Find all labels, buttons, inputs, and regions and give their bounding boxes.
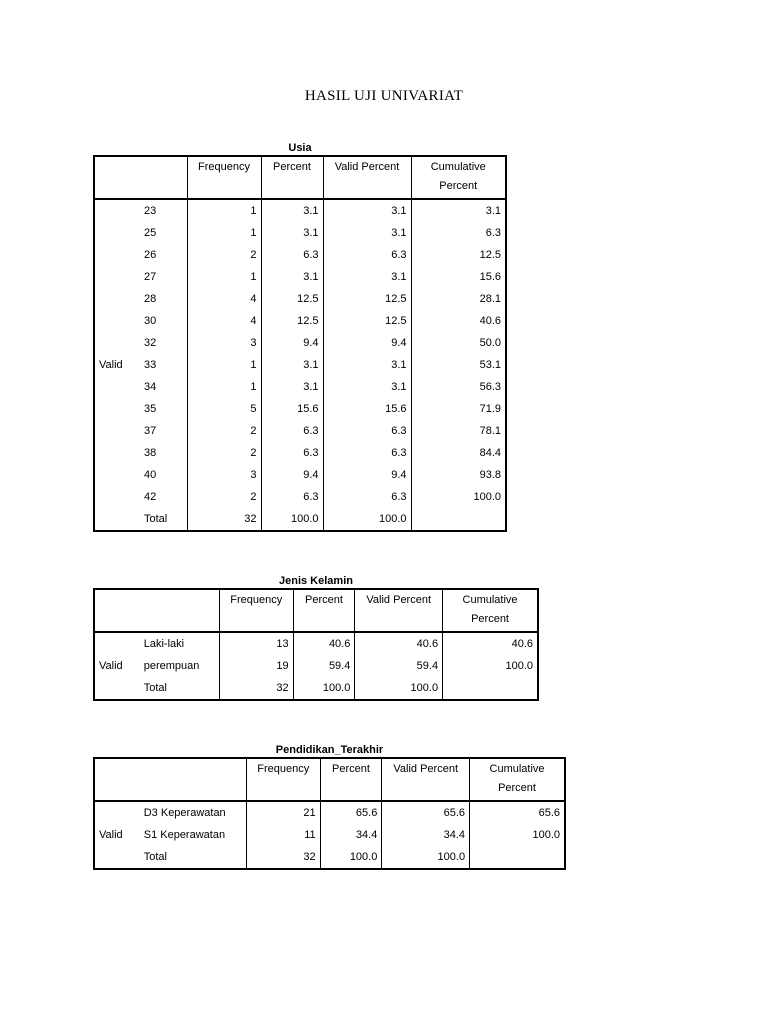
frequency-cell: 21 (246, 801, 320, 824)
valid-percent-cell: 3.1 (323, 222, 411, 244)
frequency-cell: 5 (187, 398, 261, 420)
frequency-cell: 1 (187, 376, 261, 398)
row-label: 23 (144, 205, 157, 217)
header-blank (94, 156, 187, 199)
valid-percent-cell: 3.1 (323, 376, 411, 398)
header-cumulative-percent: Cumulative Percent (411, 156, 506, 199)
row-label: perempuan (143, 660, 200, 672)
table-row (94, 420, 506, 442)
cumulative-percent-cell: 28.1 (411, 288, 506, 310)
valid-percent-cell: 100.0 (382, 846, 470, 869)
percent-cell: 12.5 (261, 288, 323, 310)
valid-percent-cell: 9.4 (323, 464, 411, 486)
valid-percent-cell: 40.6 (355, 632, 443, 655)
frequency-table (93, 588, 539, 701)
header-row (94, 589, 538, 632)
frequency-cell: 1 (187, 222, 261, 244)
header-row (94, 156, 506, 199)
table-row (94, 288, 506, 310)
percent-cell: 100.0 (320, 846, 382, 869)
row-group-label: Valid (99, 359, 123, 371)
header-valid-percent: Valid Percent (323, 156, 411, 199)
cumulative-percent-cell: 53.1 (411, 354, 506, 376)
valid-percent-cell: 100.0 (355, 677, 443, 700)
header-valid-percent: Valid Percent (355, 589, 443, 632)
frequency-cell: 2 (187, 486, 261, 508)
table-row (94, 244, 506, 266)
table-row (94, 354, 506, 376)
table-row (94, 801, 565, 824)
percent-cell: 100.0 (293, 677, 355, 700)
row-label: 37 (144, 425, 157, 437)
cumulative-percent-cell: 40.6 (443, 632, 538, 655)
header-frequency: Frequency (187, 156, 261, 199)
row-label: 42 (144, 491, 157, 503)
cumulative-percent-cell: 78.1 (411, 420, 506, 442)
header-valid-percent: Valid Percent (382, 758, 470, 801)
row-label: 28 (144, 293, 157, 305)
percent-cell: 15.6 (261, 398, 323, 420)
frequency-cell: 3 (187, 464, 261, 486)
percent-cell: 34.4 (320, 824, 382, 846)
frequency-cell: 2 (187, 420, 261, 442)
cumulative-percent-cell: 15.6 (411, 266, 506, 288)
frequency-cell: 3 (187, 332, 261, 354)
header-percent: Percent (261, 156, 323, 199)
row-label: S1 Keperawatan (143, 829, 226, 841)
row-group-label: Valid (99, 660, 123, 672)
header-frequency: Frequency (246, 758, 320, 801)
table-row (94, 824, 565, 846)
valid-percent-cell: 6.3 (323, 420, 411, 442)
frequency-cell: 1 (187, 199, 261, 222)
row-label: Laki-laki (143, 638, 185, 650)
frequency-cell: 4 (187, 310, 261, 332)
cumulative-percent-cell: 84.4 (411, 442, 506, 464)
table-row (94, 508, 506, 531)
percent-cell: 3.1 (261, 222, 323, 244)
percent-cell: 3.1 (261, 199, 323, 222)
header-frequency: Frequency (219, 589, 293, 632)
valid-percent-cell: 100.0 (323, 508, 411, 531)
row-label: 26 (144, 249, 157, 261)
row-label: Total (143, 851, 167, 863)
valid-percent-cell: 6.3 (323, 244, 411, 266)
cumulative-percent-cell: 65.6 (470, 801, 565, 824)
valid-percent-cell: 34.4 (382, 824, 470, 846)
valid-percent-cell: 65.6 (382, 801, 470, 824)
valid-percent-cell: 12.5 (323, 310, 411, 332)
header-percent: Percent (293, 589, 355, 632)
cumulative-percent-cell (443, 677, 538, 700)
cumulative-percent-cell: 93.8 (411, 464, 506, 486)
frequency-cell: 13 (219, 632, 293, 655)
table-row (94, 442, 506, 464)
header-blank (94, 758, 246, 801)
frequency-cell: 32 (187, 508, 261, 531)
table-row (94, 846, 565, 869)
row-label: 25 (144, 227, 157, 239)
table-row (94, 222, 506, 244)
cumulative-percent-cell: 56.3 (411, 376, 506, 398)
percent-cell: 6.3 (261, 442, 323, 464)
row-label: 33 (144, 359, 157, 371)
header-blank (94, 589, 219, 632)
percent-cell: 9.4 (261, 464, 323, 486)
document-title: HASIL UJI UNIVARIAT (304, 88, 464, 104)
cumulative-percent-cell: 40.6 (411, 310, 506, 332)
percent-cell: 9.4 (261, 332, 323, 354)
percent-cell: 65.6 (320, 801, 382, 824)
valid-percent-cell: 9.4 (323, 332, 411, 354)
header-row (94, 758, 565, 801)
row-label: 30 (144, 315, 157, 327)
cumulative-percent-cell: 12.5 (411, 244, 506, 266)
cumulative-percent-cell: 100.0 (411, 486, 506, 508)
frequency-cell: 32 (246, 846, 320, 869)
percent-cell: 6.3 (261, 420, 323, 442)
row-label: 38 (144, 447, 157, 459)
table-row (94, 677, 538, 700)
frequency-cell: 2 (187, 244, 261, 266)
frequency-table (93, 757, 566, 870)
valid-percent-cell: 6.3 (323, 442, 411, 464)
frequency-cell: 1 (187, 354, 261, 376)
row-label: Total (143, 682, 167, 694)
table-row (94, 332, 506, 354)
percent-cell: 6.3 (261, 486, 323, 508)
cumulative-percent-cell: 3.1 (411, 199, 506, 222)
percent-cell: 6.3 (261, 244, 323, 266)
cumulative-percent-cell: 6.3 (411, 222, 506, 244)
header-cumulative-percent: Cumulative Percent (470, 758, 565, 801)
table-caption: Pendidikan_Terakhir (275, 744, 384, 756)
percent-cell: 3.1 (261, 354, 323, 376)
table-row (94, 398, 506, 420)
table-caption: Jenis Kelamin (279, 575, 353, 587)
table-row (94, 655, 538, 677)
frequency-cell: 4 (187, 288, 261, 310)
row-label: 32 (144, 337, 157, 349)
percent-cell: 40.6 (293, 632, 355, 655)
frequency-cell: 2 (187, 442, 261, 464)
cumulative-percent-cell (470, 846, 565, 869)
table-caption: Usia (288, 142, 312, 154)
valid-percent-cell: 3.1 (323, 199, 411, 222)
row-label: 40 (144, 469, 157, 481)
valid-percent-cell: 59.4 (355, 655, 443, 677)
cumulative-percent-cell: 100.0 (470, 824, 565, 846)
frequency-table (93, 155, 507, 532)
valid-percent-cell: 3.1 (323, 266, 411, 288)
frequency-cell: 11 (246, 824, 320, 846)
frequency-cell: 1 (187, 266, 261, 288)
table-row (94, 464, 506, 486)
row-label: Total (144, 513, 168, 525)
valid-percent-cell: 12.5 (323, 288, 411, 310)
cumulative-percent-cell (411, 508, 506, 531)
percent-cell: 59.4 (293, 655, 355, 677)
valid-percent-cell: 6.3 (323, 486, 411, 508)
table-row (94, 632, 538, 655)
percent-cell: 3.1 (261, 266, 323, 288)
row-label: 35 (144, 403, 157, 415)
table-row (94, 266, 506, 288)
header-percent: Percent (320, 758, 382, 801)
table-row (94, 486, 506, 508)
cumulative-percent-cell: 100.0 (443, 655, 538, 677)
header-cumulative-percent: Cumulative Percent (443, 589, 538, 632)
table-row (94, 376, 506, 398)
percent-cell: 12.5 (261, 310, 323, 332)
frequency-cell: 19 (219, 655, 293, 677)
row-label: D3 Keperawatan (143, 807, 226, 819)
percent-cell: 3.1 (261, 376, 323, 398)
row-label: 27 (144, 271, 157, 283)
valid-percent-cell: 3.1 (323, 354, 411, 376)
cumulative-percent-cell: 71.9 (411, 398, 506, 420)
valid-percent-cell: 15.6 (323, 398, 411, 420)
row-label: 34 (144, 381, 157, 393)
table-row (94, 199, 506, 222)
cumulative-percent-cell: 50.0 (411, 332, 506, 354)
percent-cell: 100.0 (261, 508, 323, 531)
frequency-cell: 32 (219, 677, 293, 700)
row-group-label: Valid (99, 829, 123, 841)
table-row (94, 310, 506, 332)
